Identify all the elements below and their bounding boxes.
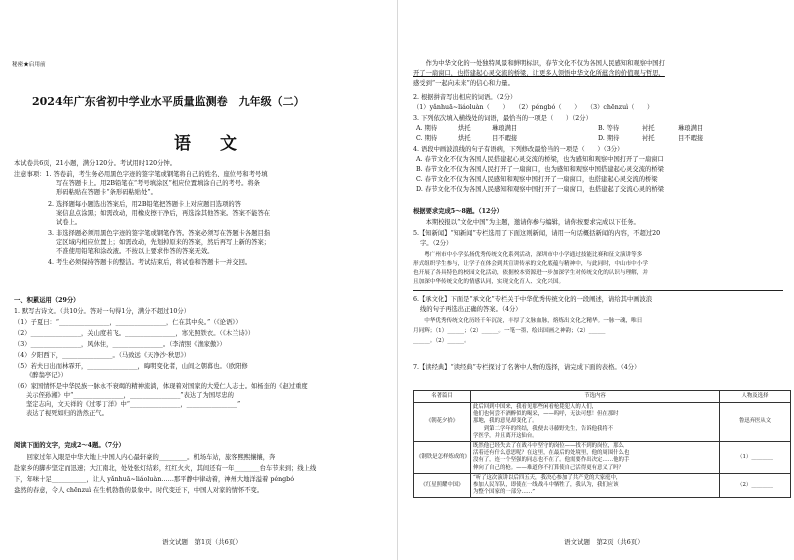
choice-cell: 鲁迅弃医从文 [720,403,791,442]
notes-line: 定区域内相应位置上；如需改动，先划掉原来的答案，然后再写上新的答案； [56,239,271,246]
q3-option: 衬托 [642,125,655,132]
q3-option: C. 期待 [416,135,438,142]
question-6: 6.【承文化】下面是“承文化”专栏关于中华优秀传统文化的一段阐述，请给其中画波浪 [413,296,653,303]
notes-line: 2. 选择题每小题选出答案后，用2B铅笔把答题卡上对应题目选项的答 [48,201,241,208]
q6-text: 中华优秀传统文化历经千年沉淀，丰厚了文脉血脉，熔炼出文化之精华。一脉一魂，唯日 [413,318,643,324]
q3-option: 烘托 [458,125,471,132]
page-fold-line [397,0,398,560]
q3-option: D. 期待 [598,135,620,142]
q3-option: B. 等待 [598,125,620,132]
q1-item: 关示侄孙湘》中“________________，________________”表达了为国尽忠的 [26,392,234,399]
table-header-row [414,391,791,403]
q2-items: （1）yǎnhuā~liáoluàn（ ） （2）péngbó（ ） （3）chēnzuì（ ） [413,104,654,111]
excerpt-line: 到第二学年的终结，我便去寻藤野先生，告诉他我将不 [473,425,614,432]
excerpt-cell [471,473,720,498]
reading-line-wavy: 开了一扇窗口，也搭建起心灵交流的桥梁，让更多人领悟中华文化所蕴含的价值观与哲思， [413,70,665,77]
notes-line: 3. 非选择题必须用黑色字迹的签字笔或钢笔作答。答案必须写在答题卡各题目指 [48,230,271,237]
excerpt-line: 没有了，连一个坚强的同志也不在了。他需要作出决定……他的手 [473,457,630,464]
q4-option: B. 春节文化不仅为各国人民打开了一扇窗口，也为感知和观察中国搭建起心灵交流的桥梁 [416,166,664,173]
excerpt-line: “听了这次演讲以后四五天，我决心参加了共产党的大家庭中， [473,474,622,481]
notes-line: 试卷上。 [56,219,82,226]
q6-text: 月同辉；（1）______；（2）______。一笔一墨，绘出国画之神韵；（2）______ [413,328,606,334]
q3-option: 烘托 [458,135,471,142]
answer-blank-2[interactable]: （2）________ [720,473,791,498]
section-heading: 一、积累运用（29分） [14,297,80,304]
table-header: 人物及选择 [720,391,791,403]
section-heading: 根据要求完成5～8题。（12分） [413,208,503,215]
q4-option: D. 春节文化不仅为各国人民感知和观察中国打开了一扇窗口，也搭建起了交流心灵的桥梁 [416,186,665,193]
notes-line: 不准使用铅笔和涂改液。不按以上要求作答的答案无效。 [56,248,214,255]
reading-line: 回家过年入眼是中华大地上中国人内心最轩豪的_________。机场车站，旅客熙熙攘攘，奔 [14,454,276,461]
excerpt-line: 参加人民军队，即使在一线战斗中牺牲了，我认为，我们应该 [473,482,619,489]
notes-line: 案信息点涂黑；如需改动，用橡皮擦干净后，再选涂其他答案。答案不能答在 [56,210,271,217]
excerpt-cell [471,442,720,474]
news-text: 粤广州市中小学弘扬优秀传统文化系列活动，深圳市中小学通过技能比赛和征文演讲等多 [413,252,643,258]
q4-option: A. 春节文化不仅为各国人民搭建起心灵交流的桥梁，也为感知和观察中国打开了一扇窗口 [416,156,664,163]
answer-blank-1[interactable]: （1）________ [720,442,791,474]
q1-item: 表达了视死如归的浩然正气。 [26,410,108,417]
exam-intro: 本试卷共6页，21小题，满分120分。考试用时120分钟。 [14,160,176,167]
book-title: 《钢铁是怎样炼成的》 [414,442,471,474]
table-header: 节选内容 [471,391,720,403]
reading-classics-table [413,390,791,498]
q3-option: 目不暇接 [492,135,518,142]
table-row [414,403,791,442]
subject-title: 语 文 [174,134,243,154]
q1-item: （5）若夫日出而林霏开，________________，晦明变化者，山间之朝暮也。（欧阳修 [14,363,248,370]
q3-option: 琳琅满目 [678,125,704,132]
page-footer: 语文试题 第2页（共6页） [564,538,644,546]
news-text: 也开展了各具特色的校园文化活动，依据校本资源进一步加深学生对传统文化的认识与理解，并 [413,270,648,276]
q6-text: ______。（2）______。 [413,338,470,344]
reading-line: 盎然的春意，令人 chēnzuì 在生机勃勃的景象中。时代变迁下，中国人对家的情怀不变。 [14,487,264,494]
reading-line: 下，年味十足___________，让人 yǎnhuā~liáoluàn……那平静中律动着，神州大地洋溢着 péngbó [14,476,294,483]
excerpt-line: 活着还有什么意思呢？在这里，在最后的处境里，他的周围什么也 [473,450,630,457]
confidential-mark: 秘密★启用前 [12,62,46,68]
reading-line: 感受到“一起向未来”的信心和力量。 [413,80,514,87]
notes-line: 注意事项：1. 答卷前，考生务必用黑色字迹的签字笔或钢笔将自己的姓名、座位号和考号填 [14,171,268,178]
excerpt-line: 他们也何尝不酒醉似的喝采，——呜呼，无法可想！但在那时 [473,411,619,418]
reading-heading: 阅读下面的文字，完成2～4题。（7分） [14,442,125,449]
q1-item: （2）________________，关山度若飞。________________，寒光照铁衣。（《木兰诗》） [14,330,255,337]
question-2: 2. 根据拼音写出相应的词语。（2分） [413,94,517,101]
q3-option: 琳琅满目 [492,125,518,132]
table-header: 名著篇目 [414,391,471,403]
notes-line: 4. 考生必须保持答题卡的整洁。考试结束后，将试卷和答题卡一并交回。 [48,259,252,266]
notes-line: 写在答题卡上。用2B铅笔在“考号填涂区”相应位置填涂自己的考号。将条 [56,180,260,187]
q3-option: A. 期待 [416,125,438,132]
excerpt-line: 那地，我的意见却变化了。 [473,418,538,425]
exam-page-2 [402,0,794,560]
excerpt-line: 此后回到中国来，我看见那些闲看枪毙犯人的人们， [473,404,597,410]
reading-line: 赴家乡的脚步坚定而迅速；大江南北，处处张灯结彩，红红火火，其间还有一年________台车节来到；线上线 [14,465,317,472]
table-row [414,473,791,498]
excerpt-line: 学医学，并且离开这仙台。 [473,432,538,439]
question-4: 4. 语段中画波浪线的句子有语病，下列修改最恰当的一项是（ ）（3分） [413,146,624,153]
question-5: 5.【知新闻】“知新闻”专栏选用了下面这则新闻，请用一句话概括新闻的内容，不超过20 [413,230,661,237]
news-text: 形式组织学生参与，让学子在体会到其宣讲传承的文化底蕴与精神中，与此同时，中山市中小学 [413,261,648,267]
exam-page-1 [2,0,394,560]
q3-option: 目不暇接 [678,135,704,142]
excerpt-line: 为整个国家的一部分……” [473,489,536,496]
question-5: 字。（2分） [420,240,453,247]
notes-line: 形码粘贴在答题卡“条形码粘贴处”。 [56,189,157,196]
question-7: 7.【读经典】“读经典”专栏探讨了名著中人物的选择，请完成下面的表格。（4分） [413,364,641,371]
q1-item: （1）子夏曰：“________________，________________，仁在其中矣。”（《论语》） [14,319,242,326]
q1-item: （4）夕阳西下，________________。（马致远《天净沙·秋思》） [14,352,191,359]
task-intro: 本期校报以“文化中国”为主题，邀请你参与编辑，请你按要求完成以下任务。 [413,219,640,226]
question-6: 线的句子再选出正确的答案。（4分） [420,306,522,313]
q3-option: 衬托 [642,135,655,142]
exam-title: 2024年广东省初中学业水平质量监测卷 九年级（二） [32,95,305,108]
excerpt-line: 既然他已经失去了在战斗中坚守的岗位——找不到的岗位，那么 [473,443,624,450]
book-title: 《红星照耀中国》 [414,473,471,498]
q1-item: 坚定志向，文天祥的《过零丁洋》中“________________，________________” [26,401,241,408]
page-footer: 语文试题 第1页（共6页） [162,538,242,546]
news-text: 且加深中华传统文化的情感认同，实现文化育人、文化兴国。 [413,279,565,285]
table-row [414,442,791,474]
book-title: 《朝花夕拾》 [414,403,471,442]
question-3: 3. 下列依次填入横线处的词语，最恰当的一项是（ ）（2分） [413,115,592,122]
q4-option: C. 春节文化不仅为各国人民感知和观察中国打开了一扇窗口，也搭建起心灵交流的桥梁 [416,176,658,183]
q1-item: （3）________________，风休住，________________。（李清照《渔家傲》） [14,341,226,348]
excerpt-cell [471,403,720,442]
question-1: 1. 默写古诗文。（共10分。答对一句得1分，满分不超过10分） [14,308,191,315]
q1-item: 《醉翁亭记》） [26,372,67,379]
excerpt-line: 伸向了自己的枪。——难道你不打算使自己活得更有意义了吗？ [473,464,624,471]
reading-line: 作为中华文化的一处独特风景和鲜明标识，春节文化不仅为各国人民感知和观察中国打 [413,60,665,67]
answer-line[interactable] [413,290,783,291]
q1-item: （6）家国情怀是中华民族一脉永不衰竭的精神流淌，体现着对国家的大爱仁人志士。如杨奎的《赵过重度 [14,383,308,390]
